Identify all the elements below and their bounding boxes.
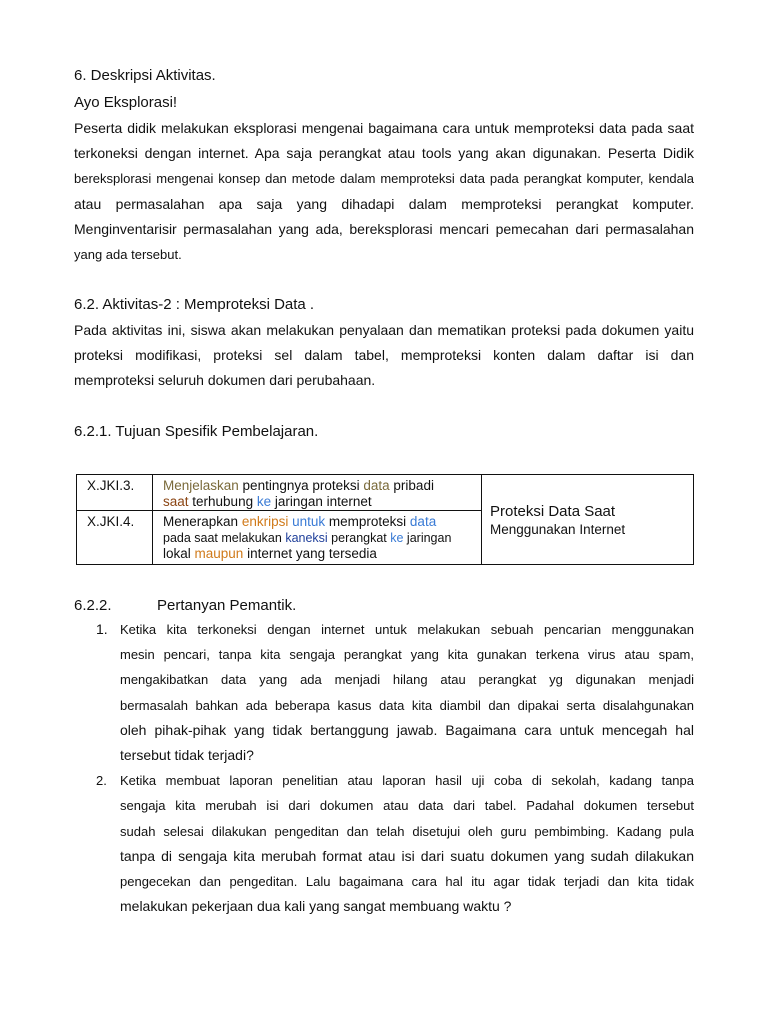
- para-line: Menginventarisir permasalahan yang ada, bereksplorasi mencari pemecahan dari permasalahan: [74, 220, 694, 237]
- para-line: Ketika membuat laporan penelitian atau laporan hasil uji coba di sekolah, kadang tanpa: [120, 773, 694, 789]
- goal-topic: [482, 475, 694, 565]
- questions-list: [96, 617, 694, 919]
- para-line: proteksi modifikasi, proteksi sel dalam tabel, memproteksi konten dalam daftar isi dan: [74, 347, 694, 364]
- section-paragraph: [74, 116, 694, 267]
- goal-word: pentingnya proteksi: [238, 478, 364, 493]
- para-line: Peserta didik melakukan eksplorasi mengenai bagaimana cara untuk memproteksi data pada saat: [74, 120, 694, 136]
- para-line: sengaja kita merubah isi dari dokumen atau data dari tabel. Padahal dokumen tersebut: [120, 798, 694, 814]
- questions-heading: Pertanyan Pemantik.: [157, 597, 297, 614]
- goal-word: internet yang tersedia: [243, 546, 377, 561]
- para-line: melakukan pekerjaan dua kali yang sangat membuang waktu ?: [120, 898, 512, 915]
- para-line: Ketika kita terkoneksi dengan internet untuk melakukan sebuah pencarian menggunakan: [120, 622, 694, 637]
- para-line: pengecekan dan pengeditan. Lalu bagaimana cara hal itu agar tidak terjadi dan kita tidak: [120, 874, 694, 890]
- goal-word: Menjelaskan: [163, 478, 239, 493]
- para-line: atau permasalahan apa saja yang dihadapi dalam memproteksi perangkat komputer.: [74, 195, 694, 212]
- goal-word: terhubung: [188, 494, 257, 509]
- goal-word: saat: [163, 494, 189, 509]
- goal-word: jaringan: [403, 531, 452, 545]
- para-line: mesin pencari, tanpa kita sengaja perangkat yang kita gunakan terkena virus atau spam,: [120, 647, 694, 663]
- para-line: Pada aktivitas ini, siswa akan melakukan penyalaan dan mematikan proteksi pada dokumen yaitu: [74, 322, 694, 338]
- section-heading: 6. Deskripsi Aktivitas.: [74, 67, 216, 84]
- goal-word: data: [363, 478, 390, 493]
- goal-word: memproteksi: [325, 514, 410, 529]
- para-line: bermasalah bahkan ada beberapa kasus data kita diambil dan dipakai serta disalahgunakan: [120, 697, 694, 713]
- goal-code: X.JKI.3.: [77, 475, 153, 511]
- goal-code: X.JKI.4.: [77, 511, 153, 565]
- goal-word: pribadi: [389, 478, 434, 493]
- topic-subtitle: Menggunakan Internet: [490, 521, 626, 537]
- topic-title: Proteksi Data Saat: [490, 502, 616, 520]
- para-line: memproteksi seluruh dokumen dari perubahaan.: [74, 372, 376, 389]
- goal-word: kaneksi: [285, 531, 328, 545]
- goal-word: jaringan internet: [271, 494, 372, 509]
- goal-word: ke: [256, 494, 272, 509]
- list-number: 2.: [96, 773, 107, 789]
- questions-heading-number: 6.2.2.: [74, 597, 112, 614]
- goals-heading: 6.2.1. Tujuan Spesifik Pembelajaran.: [74, 423, 319, 440]
- para-line: bereksplorasi mengenai konsep dan metode dalam memproteksi data pada perangkat komputer, kendala: [74, 171, 694, 187]
- goals-table: [76, 474, 694, 565]
- para-line: tersebut tidak terjadi?: [120, 747, 254, 764]
- goal-word: ke: [390, 531, 404, 545]
- question-text: [120, 617, 694, 768]
- goal-description: [153, 475, 482, 511]
- para-line: tanpa di sengaja kita merubah format atau isi dari suatu dokumen yang sudah dilakukan: [120, 847, 694, 864]
- goal-description: [153, 511, 482, 565]
- list-item: [96, 768, 694, 919]
- list-number: 1.: [96, 621, 108, 637]
- para-line: oleh pihak-pihak yang tidak bertanggung jawab. Bagaimana cara untuk mencegah hal: [120, 721, 694, 738]
- goal-word: Menerapkan: [163, 514, 242, 529]
- goal-word: lokal: [163, 546, 195, 561]
- activity-heading: 6.2. Aktivitas-2 : Memproteksi Data .: [74, 296, 315, 313]
- para-line: terkoneksi dengan internet. Apa saja perangkat atau tools yang akan digunakan. Peserta Didik: [74, 145, 694, 162]
- goal-word: perangkat: [327, 531, 391, 545]
- activity-paragraph: [74, 318, 694, 394]
- para-line: sudah selesai dilakukan pengeditan dan telah disetujui oleh guru pembimbing. Kadang pula: [120, 823, 694, 839]
- para-line: mengakibatkan data yang ada menjadi hilang atau perangkat yg digunakan menjadi: [120, 672, 694, 688]
- table-row: [77, 475, 694, 511]
- question-text: [120, 768, 694, 919]
- goal-word: data: [409, 514, 437, 529]
- section-subheading: Ayo Eksplorasi!: [74, 94, 178, 111]
- goal-word: pada saat melakukan: [163, 531, 286, 545]
- list-item: [96, 617, 694, 768]
- goal-word: enkripsi: [241, 514, 289, 529]
- goal-word: untuk: [292, 514, 326, 529]
- para-line: yang ada tersebut.: [74, 247, 182, 263]
- goal-word: maupun: [194, 546, 244, 561]
